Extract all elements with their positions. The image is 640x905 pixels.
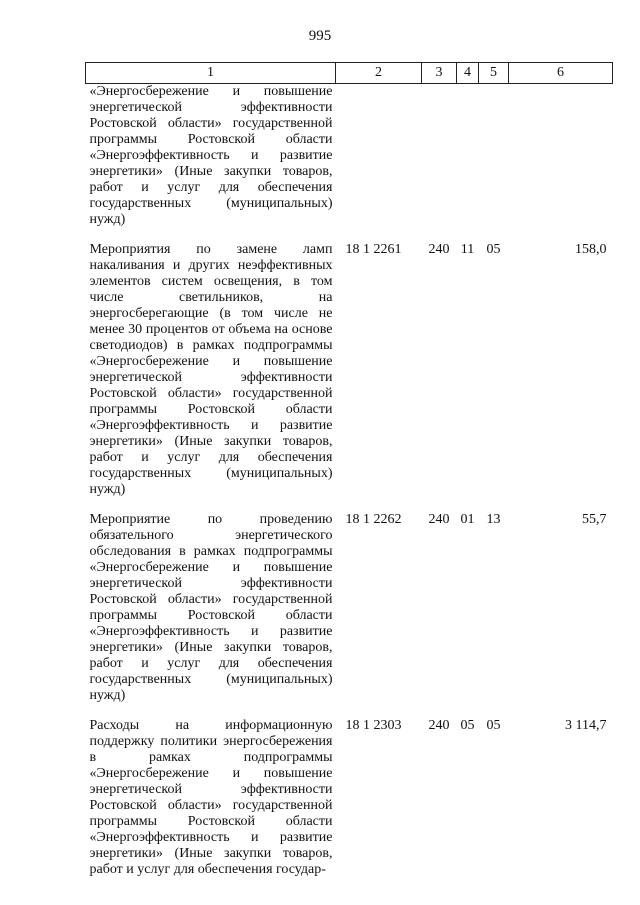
table-row [86,718,613,878]
row-amount: 55,7 [582,512,607,527]
row-code: 18 1 2303 [345,718,402,733]
row-rz [457,84,479,229]
row-rz: 05 [460,718,475,733]
row-name: Мероприятие по проведению обязательного энергетического обследования в рамках подпрограммы «Энергосбережение и повышение энергетической эффективности Ростовской области» государственной программы Ростовской области «Энергоэффективность и развитие энергетики» (Иные закупки товаров, работ и услуг для обеспечения государственных (муниципальных) нужд) [89,512,333,703]
table-header-row [86,63,613,84]
row-rz: 01 [460,512,475,527]
column-header: 3 [422,63,457,84]
row-vr: 240 [428,242,450,257]
column-header: 5 [479,63,509,84]
table-row [86,242,613,498]
column-header: 2 [336,63,422,84]
row-vr: 240 [428,512,450,527]
row-rz: 11 [460,242,475,257]
row-amount: 3 114,7 [565,718,607,733]
row-code [336,84,422,229]
row-name: Расходы на информационную поддержку политики энергосбережения в рамках подпрограммы «Энергосбережение и повышение энергетической эффективности Ростовской области» государственной программы Ростовской области «Энергоэффективность и развитие энергетики» (Иные закупки товаров, работ и услуг для обеспечения государ- [89,718,333,877]
table-row [86,512,613,704]
budget-table [85,62,613,878]
page-number: 995 [308,28,332,44]
row-pr: 05 [486,242,501,257]
row-pr [479,84,509,229]
row-spacer [86,498,613,512]
row-name: Мероприятия по замене ламп накаливания и других неэффективных элементов систем освещения, в том числе светильников, на энергосберегающие (в том числе не менее 30 процентов от объема на основе светодиодов) в рамках подпрограммы «Энергосбережение и повышение энергетической эффективности Ростовской области» государственной программы Ростовской области «Энергоэффективность и развитие энергетики» (Иные закупки товаров, работ и услуг для обеспечения государственных (муниципальных) нужд) [89,242,333,497]
column-header: 6 [509,63,613,84]
row-code: 18 1 2261 [345,242,402,257]
table-row [86,84,613,229]
row-pr: 05 [486,718,501,733]
column-header: 4 [457,63,479,84]
row-code: 18 1 2262 [345,512,402,527]
column-header: 1 [86,63,336,84]
row-amount: 158,0 [575,242,607,257]
row-amount [509,84,613,229]
row-vr: 240 [428,718,450,733]
row-vr [422,84,457,229]
row-spacer [86,704,613,718]
row-name: «Энергосбережение и повышение энергетической эффективности Ростовской области» государственной программы Ростовской области «Энергоэффективность и развитие энергетики» (Иные закупки товаров, работ и услуг для обеспечения государственных (муниципальных) нужд) [89,84,333,227]
row-pr: 13 [486,512,501,527]
row-spacer [86,228,613,242]
